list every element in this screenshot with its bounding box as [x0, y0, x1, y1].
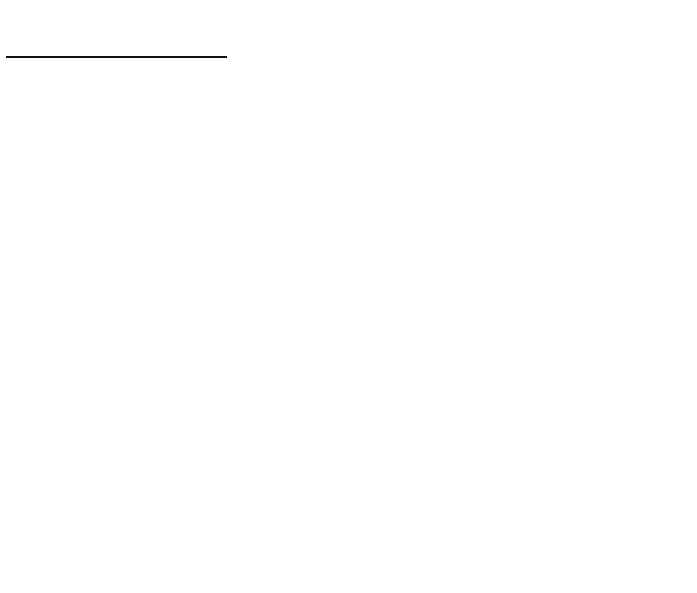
header-rule [6, 56, 227, 58]
